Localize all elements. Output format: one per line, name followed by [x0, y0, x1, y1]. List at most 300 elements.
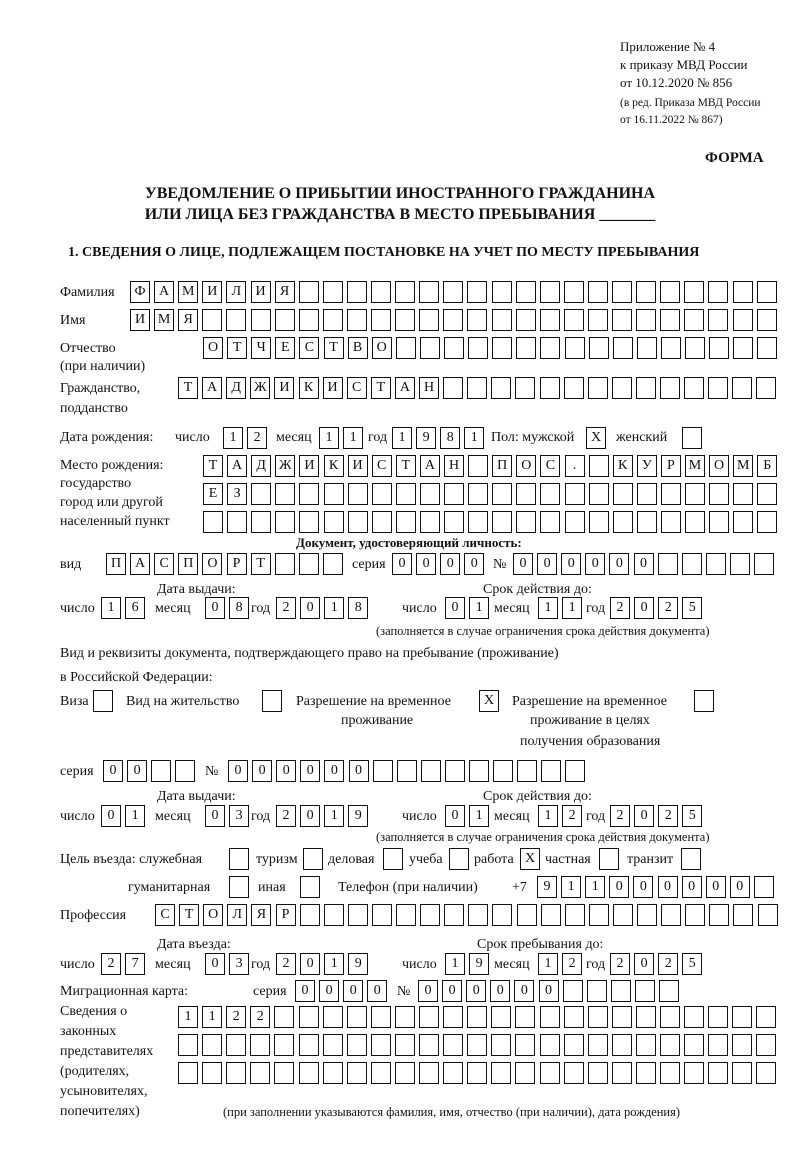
char-box[interactable]: 0 [561, 553, 581, 575]
char-box[interactable]: 1 [445, 953, 465, 975]
char-box[interactable]: О [516, 455, 536, 477]
char-box[interactable]: А [227, 455, 247, 477]
char-box[interactable] [565, 904, 585, 926]
char-box[interactable] [637, 337, 657, 359]
char-box[interactable] [756, 1006, 776, 1028]
char-box[interactable]: 0 [324, 760, 344, 782]
char-box[interactable] [732, 1006, 752, 1028]
char-box[interactable]: И [323, 377, 343, 399]
char-box[interactable]: 0 [609, 553, 629, 575]
char-box[interactable] [396, 337, 416, 359]
char-box[interactable]: Т [203, 455, 223, 477]
char-box[interactable] [708, 1034, 728, 1056]
char-box[interactable] [323, 1062, 343, 1084]
char-box[interactable]: Т [371, 377, 391, 399]
char-box[interactable] [684, 309, 704, 331]
char-box[interactable] [468, 337, 488, 359]
char-box[interactable] [637, 904, 657, 926]
char-box[interactable]: Ф [130, 281, 150, 303]
char-box[interactable] [420, 511, 440, 533]
char-box[interactable]: Н [419, 377, 439, 399]
char-box[interactable]: 2 [610, 953, 630, 975]
char-box[interactable] [636, 281, 656, 303]
char-box[interactable] [540, 511, 560, 533]
char-box[interactable]: 1 [125, 805, 145, 827]
char-box[interactable]: 9 [348, 805, 368, 827]
char-box[interactable] [443, 1006, 463, 1028]
char-box[interactable]: У [637, 455, 657, 477]
char-box[interactable]: 2 [658, 597, 678, 619]
stay-issue-year-field[interactable] [276, 805, 372, 827]
purpose-study-checkbox[interactable] [449, 848, 473, 870]
char-box[interactable] [540, 1062, 560, 1084]
char-box[interactable] [589, 337, 609, 359]
char-box[interactable] [540, 483, 560, 505]
char-box[interactable] [661, 511, 681, 533]
char-box[interactable] [371, 281, 391, 303]
checkbox-cell[interactable] [262, 690, 282, 712]
char-box[interactable] [588, 309, 608, 331]
char-box[interactable] [516, 337, 536, 359]
char-box[interactable]: 9 [416, 427, 436, 449]
char-box[interactable]: 3 [229, 953, 249, 975]
char-box[interactable]: 2 [610, 805, 630, 827]
entry-month-field[interactable] [205, 953, 253, 975]
char-box[interactable] [709, 483, 729, 505]
char-box[interactable] [226, 309, 246, 331]
char-box[interactable]: 0 [392, 553, 412, 575]
char-box[interactable]: П [106, 553, 126, 575]
char-box[interactable] [660, 1034, 680, 1056]
char-box[interactable]: 2 [658, 805, 678, 827]
char-box[interactable] [732, 1034, 752, 1056]
char-box[interactable] [347, 1006, 367, 1028]
char-box[interactable] [274, 1062, 294, 1084]
char-box[interactable] [372, 483, 392, 505]
char-box[interactable] [323, 553, 343, 575]
profession-field[interactable] [155, 904, 782, 926]
checkbox-cell[interactable] [694, 690, 714, 712]
char-box[interactable]: Д [226, 377, 246, 399]
char-box[interactable] [395, 1062, 415, 1084]
char-box[interactable] [588, 1062, 608, 1084]
patronymic-field[interactable] [203, 337, 781, 359]
char-box[interactable]: Р [276, 904, 296, 926]
char-box[interactable] [443, 281, 463, 303]
char-box[interactable] [419, 1034, 439, 1056]
char-box[interactable] [708, 377, 728, 399]
char-box[interactable] [419, 1006, 439, 1028]
char-box[interactable] [612, 1062, 632, 1084]
char-box[interactable] [541, 760, 561, 782]
char-box[interactable]: 2 [562, 953, 582, 975]
checkbox-cell[interactable] [383, 848, 403, 870]
char-box[interactable] [395, 281, 415, 303]
char-box[interactable] [348, 511, 368, 533]
char-box[interactable] [371, 1006, 391, 1028]
char-box[interactable]: 0 [730, 876, 750, 898]
temp-permit-checkbox[interactable] [479, 690, 503, 712]
until-month-field[interactable] [538, 953, 586, 975]
char-box[interactable] [660, 1062, 680, 1084]
char-box[interactable] [202, 1062, 222, 1084]
char-box[interactable] [323, 309, 343, 331]
char-box[interactable]: 1 [561, 876, 581, 898]
char-box[interactable] [706, 553, 726, 575]
char-box[interactable]: Р [661, 455, 681, 477]
doc-number-field[interactable] [513, 553, 778, 575]
char-box[interactable] [395, 309, 415, 331]
char-box[interactable]: И [130, 309, 150, 331]
checkbox-cell[interactable] [229, 876, 249, 898]
char-box[interactable] [151, 760, 171, 782]
char-box[interactable] [589, 904, 609, 926]
char-box[interactable] [658, 553, 678, 575]
char-box[interactable] [420, 483, 440, 505]
char-box[interactable] [250, 1034, 270, 1056]
char-box[interactable]: Ж [275, 455, 295, 477]
char-box[interactable] [733, 904, 753, 926]
char-box[interactable] [733, 511, 753, 533]
char-box[interactable]: А [154, 281, 174, 303]
char-box[interactable]: 0 [634, 953, 654, 975]
char-box[interactable] [300, 904, 320, 926]
doc-series-field[interactable] [392, 553, 488, 575]
char-box[interactable]: 6 [125, 597, 145, 619]
char-box[interactable] [756, 1062, 776, 1084]
char-box[interactable] [636, 377, 656, 399]
char-box[interactable]: Т [178, 377, 198, 399]
checkbox-cell[interactable] [449, 848, 469, 870]
char-box[interactable] [637, 483, 657, 505]
checkbox-cell[interactable]: X [586, 427, 606, 449]
doc-issue-month-field[interactable] [205, 597, 253, 619]
char-box[interactable] [396, 904, 416, 926]
char-box[interactable]: О [203, 337, 223, 359]
char-box[interactable]: 0 [300, 805, 320, 827]
char-box[interactable]: К [324, 455, 344, 477]
char-box[interactable] [323, 281, 343, 303]
char-box[interactable] [324, 904, 344, 926]
entry-year-field[interactable] [276, 953, 372, 975]
char-box[interactable] [275, 511, 295, 533]
char-box[interactable]: 0 [445, 597, 465, 619]
char-box[interactable]: О [202, 553, 222, 575]
char-box[interactable]: 2 [226, 1006, 246, 1028]
char-box[interactable]: 9 [537, 876, 557, 898]
char-box[interactable] [612, 309, 632, 331]
char-box[interactable] [467, 1034, 487, 1056]
stay-valid-year-field[interactable] [610, 805, 706, 827]
char-box[interactable] [517, 760, 537, 782]
checkbox-cell[interactable] [303, 848, 323, 870]
char-box[interactable]: Б [757, 455, 777, 477]
char-box[interactable]: С [155, 904, 175, 926]
char-box[interactable] [564, 281, 584, 303]
char-box[interactable] [612, 1034, 632, 1056]
char-box[interactable] [588, 1034, 608, 1056]
char-box[interactable] [348, 904, 368, 926]
migration-number-field[interactable] [418, 980, 683, 1002]
char-box[interactable] [396, 483, 416, 505]
char-box[interactable] [613, 511, 633, 533]
char-box[interactable]: 1 [101, 597, 121, 619]
char-box[interactable] [636, 1006, 656, 1028]
char-box[interactable] [612, 281, 632, 303]
char-box[interactable] [685, 904, 705, 926]
char-box[interactable] [371, 309, 391, 331]
char-box[interactable]: В [348, 337, 368, 359]
char-box[interactable] [684, 377, 704, 399]
char-box[interactable]: М [178, 281, 198, 303]
char-box[interactable] [347, 1062, 367, 1084]
char-box[interactable]: О [709, 455, 729, 477]
char-box[interactable]: М [733, 455, 753, 477]
char-box[interactable] [637, 511, 657, 533]
representatives-field-row-2[interactable] [178, 1034, 781, 1056]
char-box[interactable]: О [372, 337, 392, 359]
char-box[interactable] [540, 377, 560, 399]
checkbox-cell[interactable]: X [479, 690, 499, 712]
char-box[interactable] [299, 1006, 319, 1028]
char-box[interactable] [660, 1006, 680, 1028]
name-field[interactable] [130, 309, 781, 331]
char-box[interactable] [467, 309, 487, 331]
char-box[interactable] [444, 511, 464, 533]
char-box[interactable] [660, 377, 680, 399]
stay-series-field[interactable] [103, 760, 199, 782]
char-box[interactable] [565, 760, 585, 782]
char-box[interactable]: К [613, 455, 633, 477]
char-box[interactable]: 1 [469, 597, 489, 619]
char-box[interactable] [299, 1062, 319, 1084]
char-box[interactable] [299, 1034, 319, 1056]
birth-day-field[interactable] [223, 427, 271, 449]
checkbox-cell[interactable] [300, 876, 320, 898]
char-box[interactable] [492, 337, 512, 359]
checkbox-cell[interactable] [229, 848, 249, 870]
char-box[interactable]: Ж [250, 377, 270, 399]
char-box[interactable] [613, 904, 633, 926]
citizenship-field[interactable] [178, 377, 781, 399]
char-box[interactable] [178, 1062, 198, 1084]
char-box[interactable] [467, 281, 487, 303]
char-box[interactable] [202, 1034, 222, 1056]
char-box[interactable] [227, 511, 247, 533]
char-box[interactable] [733, 337, 753, 359]
char-box[interactable] [708, 309, 728, 331]
char-box[interactable]: К [299, 377, 319, 399]
char-box[interactable] [468, 483, 488, 505]
char-box[interactable] [250, 1062, 270, 1084]
surname-field[interactable] [130, 281, 781, 303]
char-box[interactable] [756, 1034, 776, 1056]
doc-type-field[interactable] [106, 553, 347, 575]
char-box[interactable] [685, 337, 705, 359]
purpose-other-checkbox[interactable] [300, 876, 324, 898]
char-box[interactable]: 5 [682, 953, 702, 975]
char-box[interactable]: 2 [610, 597, 630, 619]
char-box[interactable]: 2 [276, 953, 296, 975]
char-box[interactable] [491, 1062, 511, 1084]
char-box[interactable] [491, 377, 511, 399]
char-box[interactable]: 2 [658, 953, 678, 975]
char-box[interactable] [395, 1006, 415, 1028]
birthplace-field-row-3[interactable] [203, 511, 781, 533]
char-box[interactable] [373, 760, 393, 782]
checkbox-cell[interactable] [681, 848, 701, 870]
char-box[interactable]: 0 [343, 980, 363, 1002]
char-box[interactable]: 1 [223, 427, 243, 449]
char-box[interactable] [564, 377, 584, 399]
char-box[interactable]: 2 [276, 597, 296, 619]
char-box[interactable] [709, 904, 729, 926]
char-box[interactable]: 1 [464, 427, 484, 449]
char-box[interactable] [635, 980, 655, 1002]
char-box[interactable]: 2 [276, 805, 296, 827]
char-box[interactable] [396, 511, 416, 533]
char-box[interactable]: 1 [538, 597, 558, 619]
char-box[interactable] [420, 904, 440, 926]
char-box[interactable]: Т [179, 904, 199, 926]
char-box[interactable] [419, 281, 439, 303]
doc-issue-year-field[interactable] [276, 597, 372, 619]
char-box[interactable]: Т [396, 455, 416, 477]
char-box[interactable]: 0 [276, 760, 296, 782]
char-box[interactable]: 5 [682, 805, 702, 827]
char-box[interactable]: Я [251, 904, 271, 926]
char-box[interactable] [515, 1062, 535, 1084]
char-box[interactable]: 9 [469, 953, 489, 975]
representatives-field-row-1[interactable] [178, 1006, 781, 1028]
char-box[interactable] [395, 1034, 415, 1056]
char-box[interactable]: П [492, 455, 512, 477]
char-box[interactable]: 1 [324, 953, 344, 975]
char-box[interactable] [468, 511, 488, 533]
char-box[interactable] [660, 309, 680, 331]
char-box[interactable]: 0 [205, 805, 225, 827]
char-box[interactable] [516, 483, 536, 505]
birthplace-field-row-2[interactable] [203, 483, 781, 505]
char-box[interactable]: 0 [416, 553, 436, 575]
char-box[interactable]: . [565, 455, 585, 477]
birth-year-field[interactable] [392, 427, 488, 449]
char-box[interactable] [540, 1006, 560, 1028]
char-box[interactable] [324, 511, 344, 533]
char-box[interactable]: П [178, 553, 198, 575]
char-box[interactable] [659, 980, 679, 1002]
char-box[interactable]: Е [203, 483, 223, 505]
char-box[interactable] [251, 511, 271, 533]
char-box[interactable] [274, 1006, 294, 1028]
char-box[interactable] [636, 1034, 656, 1056]
char-box[interactable] [754, 553, 774, 575]
checkbox-cell[interactable] [599, 848, 619, 870]
char-box[interactable] [709, 337, 729, 359]
char-box[interactable]: 0 [464, 553, 484, 575]
char-box[interactable]: 0 [252, 760, 272, 782]
char-box[interactable]: 0 [514, 980, 534, 1002]
checkbox-cell[interactable] [93, 690, 113, 712]
purpose-humanitarian-checkbox[interactable] [229, 876, 253, 898]
char-box[interactable]: 0 [103, 760, 123, 782]
char-box[interactable]: И [251, 281, 271, 303]
char-box[interactable] [708, 1006, 728, 1028]
char-box[interactable]: 0 [609, 876, 629, 898]
char-box[interactable]: 2 [247, 427, 267, 449]
char-box[interactable]: Е [275, 337, 295, 359]
char-box[interactable] [684, 1006, 704, 1028]
char-box[interactable]: Т [324, 337, 344, 359]
char-box[interactable] [420, 337, 440, 359]
char-box[interactable] [732, 1062, 752, 1084]
char-box[interactable]: 0 [682, 876, 702, 898]
char-box[interactable] [468, 455, 488, 477]
char-box[interactable] [515, 1034, 535, 1056]
char-box[interactable] [299, 309, 319, 331]
char-box[interactable] [324, 483, 344, 505]
char-box[interactable] [421, 760, 441, 782]
char-box[interactable] [588, 377, 608, 399]
char-box[interactable]: 9 [348, 953, 368, 975]
char-box[interactable] [540, 281, 560, 303]
char-box[interactable]: 0 [319, 980, 339, 1002]
char-box[interactable] [274, 1034, 294, 1056]
char-box[interactable]: 1 [178, 1006, 198, 1028]
char-box[interactable] [684, 1062, 704, 1084]
char-box[interactable]: 0 [490, 980, 510, 1002]
char-box[interactable] [516, 281, 536, 303]
char-box[interactable] [517, 904, 537, 926]
char-box[interactable]: С [347, 377, 367, 399]
char-box[interactable]: А [395, 377, 415, 399]
checkbox-cell[interactable]: X [520, 848, 540, 870]
char-box[interactable] [323, 1006, 343, 1028]
char-box[interactable] [587, 980, 607, 1002]
char-box[interactable]: Л [226, 281, 246, 303]
char-box[interactable] [299, 511, 319, 533]
stay-issue-day-field[interactable] [101, 805, 149, 827]
char-box[interactable] [299, 483, 319, 505]
char-box[interactable] [757, 511, 777, 533]
char-box[interactable] [492, 309, 512, 331]
char-box[interactable]: 1 [392, 427, 412, 449]
char-box[interactable] [491, 1034, 511, 1056]
char-box[interactable]: 0 [585, 553, 605, 575]
char-box[interactable] [348, 483, 368, 505]
char-box[interactable] [540, 309, 560, 331]
char-box[interactable] [588, 281, 608, 303]
char-box[interactable]: Я [275, 281, 295, 303]
char-box[interactable]: 8 [440, 427, 460, 449]
phone-field[interactable] [537, 876, 778, 898]
char-box[interactable]: М [154, 309, 174, 331]
char-box[interactable] [467, 1062, 487, 1084]
char-box[interactable]: С [154, 553, 174, 575]
stay-issue-month-field[interactable] [205, 805, 253, 827]
purpose-business-checkbox[interactable] [383, 848, 407, 870]
char-box[interactable]: 1 [538, 805, 558, 827]
char-box[interactable] [709, 511, 729, 533]
char-box[interactable]: 1 [585, 876, 605, 898]
char-box[interactable]: И [299, 455, 319, 477]
char-box[interactable]: З [227, 483, 247, 505]
char-box[interactable] [299, 281, 319, 303]
char-box[interactable] [371, 1062, 391, 1084]
char-box[interactable] [492, 483, 512, 505]
birth-month-field[interactable] [319, 427, 367, 449]
char-box[interactable] [467, 377, 487, 399]
